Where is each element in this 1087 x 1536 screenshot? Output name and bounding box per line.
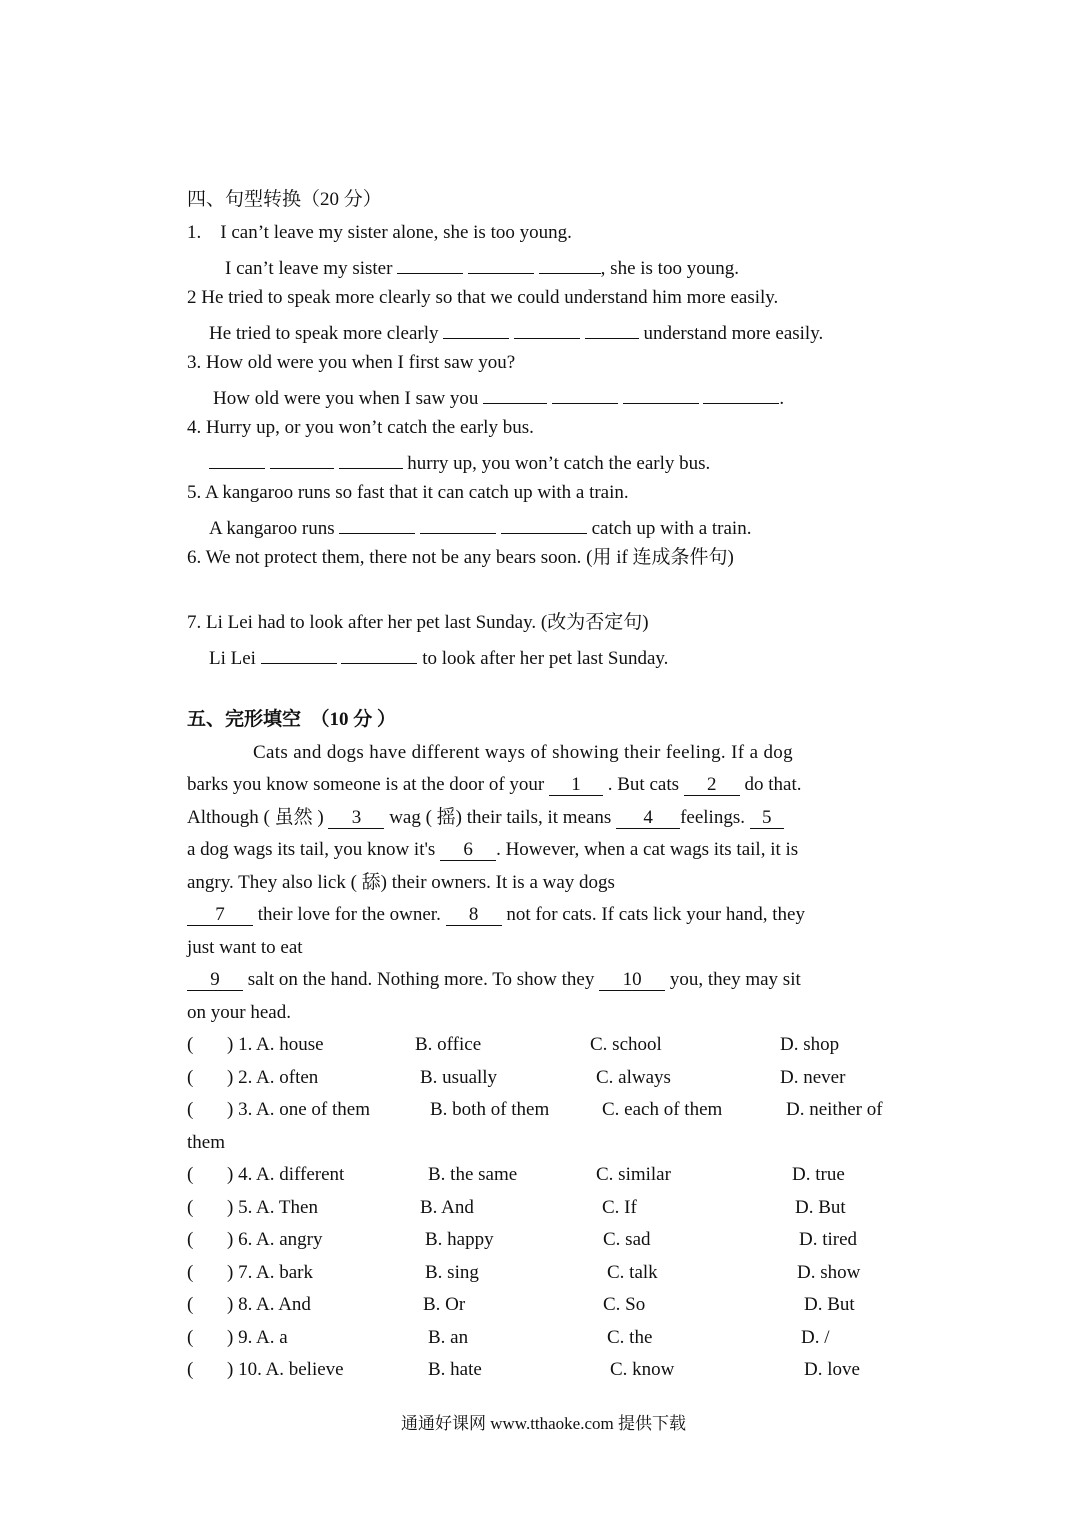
option-a[interactable]: ) 10. A. believe [227, 1359, 344, 1380]
q5-blank[interactable] [501, 513, 587, 534]
blank-5[interactable]: 5 [750, 808, 784, 829]
option-a[interactable]: ) 5. A. Then [227, 1197, 318, 1218]
option-b[interactable]: B. office [415, 1034, 482, 1055]
option-d[interactable]: D. But [804, 1294, 855, 1315]
option-c[interactable]: C. each of them [602, 1099, 723, 1120]
q7-rewrite: Li Lei to look after her pet last Sunday. [209, 643, 668, 671]
passage-line-7: just want to eat [187, 937, 303, 958]
blank-4[interactable]: 4 [616, 808, 680, 829]
answer-paren[interactable]: ( [187, 1067, 194, 1088]
q3-blank[interactable] [703, 383, 779, 404]
blank-7[interactable]: 7 [187, 905, 253, 926]
footer: 通通好课网 www.tthaoke.com 提供下载 [400, 1414, 687, 1433]
option-a[interactable]: ) 2. A. often [227, 1067, 319, 1088]
passage-line-5: angry. They also lick ( 舔) their owners. It is a way dogs [187, 872, 615, 893]
passage-line-4: a dog wags its tail, you know it's 6 . However, when a cat wags its tail, it is [187, 839, 799, 860]
blank-3[interactable]: 3 [328, 808, 384, 829]
passage-line-9: on your head. [187, 1002, 291, 1023]
q6-answer-space[interactable] [209, 578, 889, 606]
option-a[interactable]: ) 7. A. bark [227, 1262, 314, 1283]
q5-sentence: 5. A kangaroo runs so fast that it can catch up with a train. [187, 482, 629, 503]
option-c[interactable]: C. sad [603, 1229, 651, 1250]
answer-paren[interactable]: ( [187, 1359, 194, 1380]
q5-blank[interactable] [339, 513, 415, 534]
q5-blank[interactable] [420, 513, 496, 534]
passage-line-3: Although ( 虽然 ) 3 wag ( 摇) their tails, it means 4 feelings. 5 [187, 806, 784, 830]
answer-paren[interactable]: ( [187, 1099, 194, 1120]
passage-line-2: barks you know someone is at the door of your 1 . But cats 2 do that. [187, 774, 802, 795]
option-c[interactable]: C. always [596, 1067, 671, 1088]
option-c[interactable]: C. So [603, 1294, 646, 1315]
q3-sentence: 3. How old were you when I first saw you? [187, 352, 516, 373]
blank-10[interactable]: 10 [599, 970, 665, 991]
q4-rewrite: hurry up, you won’t catch the early bus. [209, 448, 710, 476]
q7-sentence: 7. Li Lei had to look after her pet last Sunday. (改为否定句) [187, 612, 649, 633]
option-a[interactable]: ) 4. A. different [227, 1164, 345, 1185]
option-d[interactable]: D. neither of [786, 1099, 883, 1120]
option-a[interactable]: ) 8. A. And [227, 1294, 311, 1315]
q3-blank[interactable] [483, 383, 547, 404]
option-b[interactable]: B. hate [428, 1359, 482, 1380]
blank-8[interactable]: 8 [446, 905, 502, 926]
option-d[interactable]: D. shop [780, 1034, 840, 1055]
blank-9[interactable]: 9 [187, 970, 243, 991]
q4-sentence: 4. Hurry up, or you won’t catch the early bus. [187, 417, 534, 438]
option-b[interactable]: B. the same [428, 1164, 518, 1185]
q3-blank[interactable] [623, 383, 699, 404]
q4-blank[interactable] [209, 448, 265, 469]
option-c[interactable]: C. know [610, 1359, 675, 1380]
q4-blank[interactable] [339, 448, 403, 469]
q1-rewrite: I can’t leave my sister , she is too young. [225, 253, 739, 281]
q2-sentence: 2 He tried to speak more clearly so that we could understand him more easily. [187, 287, 779, 308]
option-c[interactable]: C. If [602, 1197, 637, 1218]
option-d[interactable]: D. tired [799, 1229, 858, 1250]
option-d[interactable]: D. show [797, 1262, 861, 1283]
option-c[interactable]: C. the [607, 1327, 653, 1348]
option-a[interactable]: ) 1. A. house [227, 1034, 324, 1055]
section5-title: 五、完形填空 （10 分 ） [187, 709, 397, 730]
q1-blank[interactable] [539, 253, 601, 274]
option-d[interactable]: D. never [780, 1067, 846, 1088]
answer-paren[interactable]: ( [187, 1229, 194, 1250]
q1-blank[interactable] [468, 253, 534, 274]
option-a[interactable]: ) 6. A. angry [227, 1229, 323, 1250]
q2-blank[interactable] [585, 318, 639, 339]
passage-line-8: 9 salt on the hand. Nothing more. To show they 10 you, they may sit [187, 968, 801, 992]
q2-blank[interactable] [514, 318, 580, 339]
option-c[interactable]: C. talk [607, 1262, 658, 1283]
q5-rewrite: A kangaroo runs catch up with a train. [209, 513, 751, 541]
answer-paren[interactable]: ( [187, 1197, 194, 1218]
option-d[interactable]: D. true [792, 1164, 845, 1185]
q2-rewrite: He tried to speak more clearly understand more easily. [209, 318, 823, 346]
q4-blank[interactable] [270, 448, 334, 469]
q3-blank[interactable] [552, 383, 618, 404]
option-c[interactable]: C. similar [596, 1164, 671, 1185]
option-d[interactable]: D. But [795, 1197, 846, 1218]
option-b[interactable]: B. both of them [430, 1099, 550, 1120]
blank-2[interactable]: 2 [684, 775, 740, 796]
q7-blank[interactable] [341, 643, 417, 664]
option-b[interactable]: B. Or [423, 1294, 466, 1315]
option-c[interactable]: C. school [590, 1034, 662, 1055]
q1-sentence: 1. I can’t leave my sister alone, she is too young. [187, 222, 572, 243]
option-b[interactable]: B. And [420, 1197, 474, 1218]
q3-option-wrap: them [187, 1132, 225, 1153]
answer-paren[interactable]: ( [187, 1262, 194, 1283]
passage-line-6: 7 their love for the owner. 8 not for cats. If cats lick your hand, they [187, 903, 805, 927]
q2-blank[interactable] [443, 318, 509, 339]
option-b[interactable]: B. happy [425, 1229, 494, 1250]
passage-line-1: Cats and dogs have different ways of showing their feeling. If a dog [253, 742, 794, 763]
answer-paren[interactable]: ( [187, 1164, 194, 1185]
option-d[interactable]: D. love [804, 1359, 860, 1380]
answer-paren[interactable]: ( [187, 1294, 194, 1315]
q6-sentence: 6. We not protect them, there not be any bears soon. (用 if 连成条件句) [187, 547, 734, 568]
option-a[interactable]: ) 3. A. one of them [227, 1099, 371, 1120]
blank-6[interactable]: 6 [440, 840, 496, 861]
blank-1[interactable]: 1 [549, 775, 603, 796]
option-b[interactable]: B. an [428, 1327, 469, 1348]
option-b[interactable]: B. usually [420, 1067, 498, 1088]
answer-paren[interactable]: ( [187, 1034, 194, 1055]
option-a[interactable]: ) 9. A. a [227, 1327, 288, 1348]
q7-blank[interactable] [261, 643, 337, 664]
q3-rewrite: How old were you when I saw you . [213, 383, 784, 411]
option-b[interactable]: B. sing [425, 1262, 479, 1283]
option-d[interactable]: D. / [801, 1327, 830, 1348]
q1-blank[interactable] [397, 253, 463, 274]
answer-paren[interactable]: ( [187, 1327, 194, 1348]
section4-title: 四、句型转换（20 分） [187, 189, 382, 210]
